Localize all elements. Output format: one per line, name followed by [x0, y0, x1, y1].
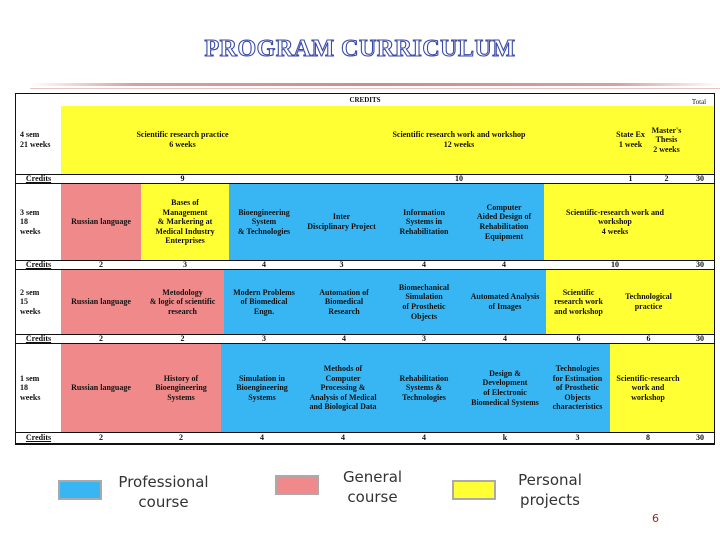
- sem1-russian-language: Russian language: [61, 344, 141, 432]
- sem1-electronic-biomedical: Design & Development of Electronic Biomedical Systems: [465, 344, 545, 432]
- sem1-credit-7: 3: [545, 432, 610, 444]
- legend-label-personal: Personal projects: [518, 471, 582, 510]
- sem2-credit-2: 2: [141, 334, 224, 344]
- legend-swatch-personal: [452, 480, 496, 500]
- sem1-computer-processing: Methods of Computer Processing & Analysis of Medical and Biological Data: [303, 344, 383, 432]
- title-divider: [30, 83, 720, 86]
- sem2-credit-6: 4: [464, 334, 546, 344]
- sem1-research-work: Scientific-research work and workshop: [610, 344, 686, 432]
- total-header: Total: [684, 96, 714, 108]
- sem2-credit-3: 3: [224, 334, 304, 344]
- sem3-credit-5: 4: [384, 260, 464, 270]
- sem4-credit-total: 30: [686, 174, 714, 184]
- sem2-biomechanical-simulation: Biomechanical Simulation of Prosthetic Objects: [384, 270, 464, 334]
- sem4-credits-label: Credits: [16, 174, 61, 184]
- sem1-simulation: Simulation in Bioengineering Systems: [221, 344, 303, 432]
- sem3-credit-total: 30: [686, 260, 714, 270]
- sem3-russian-language: Russian language: [61, 184, 141, 260]
- sem2-technological-practice: Technological practice: [611, 270, 686, 334]
- sem3-credit-6: 4: [464, 260, 544, 270]
- semester-3-label: 3 sem 18 weeks: [16, 184, 61, 260]
- sem2-credit-7: 6: [546, 334, 611, 344]
- sem2-credits-label: Credits: [16, 334, 61, 344]
- sem1-credit-6: k: [465, 432, 545, 444]
- sem3-management: Bases of Management & Markering at Medical Industry Enterprises: [141, 184, 229, 260]
- sem4-masters-thesis: Master's Thesis 2 weeks: [647, 106, 686, 174]
- legend-swatch-professional: [58, 480, 102, 500]
- sem4-credit-b: 10: [304, 174, 614, 184]
- sem4-research-work: Scientific research work and workshop 12 weeks: [304, 106, 614, 174]
- sem3-credit-3: 4: [229, 260, 299, 270]
- sem1-credit-8: 8: [610, 432, 686, 444]
- sem1-history-bioengineering: History of Bioengineering Systems: [141, 344, 221, 432]
- sem4-total-blank: [686, 106, 714, 174]
- sem1-credit-4: 4: [303, 432, 383, 444]
- sem1-rehabilitation-systems: Rehabilitation Systems & Technologies: [383, 344, 465, 432]
- sem2-credit-1: 2: [61, 334, 141, 344]
- sem2-research-work: Scientific research work and workshop: [546, 270, 611, 334]
- sem4-credit-c: 1: [614, 174, 647, 184]
- semester-1-label: 1 sem 18 weeks: [16, 344, 61, 432]
- sem3-cad-rehabilitation: Computer Aided Design of Rehabilitation Equipment: [464, 184, 544, 260]
- page-number: 6: [652, 512, 659, 525]
- sem4-credit-d: 2: [647, 174, 686, 184]
- semester-4-label: 4 sem 21 weeks: [16, 106, 61, 174]
- sem3-interdisciplinary-project: Inter Disciplinary Project: [299, 184, 384, 260]
- legend-swatch-general: [275, 475, 319, 495]
- sem3-credit-1: 2: [61, 260, 141, 270]
- sem3-bioengineering-system: Bioengineering System & Technologies: [229, 184, 299, 260]
- sem1-prosthetic-estimation: Technologies for Estimation of Prosthetic Objects characteristics: [545, 344, 610, 432]
- sem4-state-exam: State Ex 1 week: [614, 106, 647, 174]
- sem2-credit-8: 6: [611, 334, 686, 344]
- credits-header: CREDITS: [16, 94, 714, 106]
- page-title: PROGRAM CURRICULUM: [204, 36, 516, 62]
- title-divider-thin: [30, 88, 720, 89]
- sem3-credits-label: Credits: [16, 260, 61, 270]
- sem1-credit-total: 30: [686, 432, 714, 444]
- sem2-methodology: Metodology & logic of scientific research: [141, 270, 224, 334]
- curriculum-table: [15, 93, 715, 445]
- sem1-credit-1: 2: [61, 432, 141, 444]
- sem2-image-analysis: Automated Analysis of Images: [464, 270, 546, 334]
- sem3-credit-7: 10: [544, 260, 686, 270]
- sem2-automation-research: Automation of Biomedical Research: [304, 270, 384, 334]
- sem2-credit-total: 30: [686, 334, 714, 344]
- semester-2-label: 2 sem 15 weeks: [16, 270, 61, 334]
- legend-label-general: General course: [342, 468, 403, 507]
- sem2-russian-language: Russian language: [61, 270, 141, 334]
- sem3-credit-2: 3: [141, 260, 229, 270]
- sem2-modern-problems: Modern Problems of Biomedical Engn.: [224, 270, 304, 334]
- sem1-credit-2: 2: [141, 432, 221, 444]
- sem2-credit-4: 4: [304, 334, 384, 344]
- sem3-information-systems: Information Systems in Rehabilitation: [384, 184, 464, 260]
- sem3-credit-4: 3: [299, 260, 384, 270]
- sem4-research-practice: Scientific research practice 6 weeks: [61, 106, 304, 174]
- sem1-credit-3: 4: [221, 432, 303, 444]
- sem1-credits-label: Credits: [16, 432, 61, 444]
- sem2-total-blank: [686, 270, 714, 334]
- sem4-credit-a: 9: [61, 174, 304, 184]
- sem3-research-work: Scientific-research work and workshop 4 weeks: [544, 184, 686, 260]
- legend-label-professional: Professional course: [118, 473, 209, 512]
- sem2-credit-5: 3: [384, 334, 464, 344]
- sem3-total-blank: [686, 184, 714, 260]
- sem1-credit-5: 4: [383, 432, 465, 444]
- sem1-total-blank: [686, 344, 714, 432]
